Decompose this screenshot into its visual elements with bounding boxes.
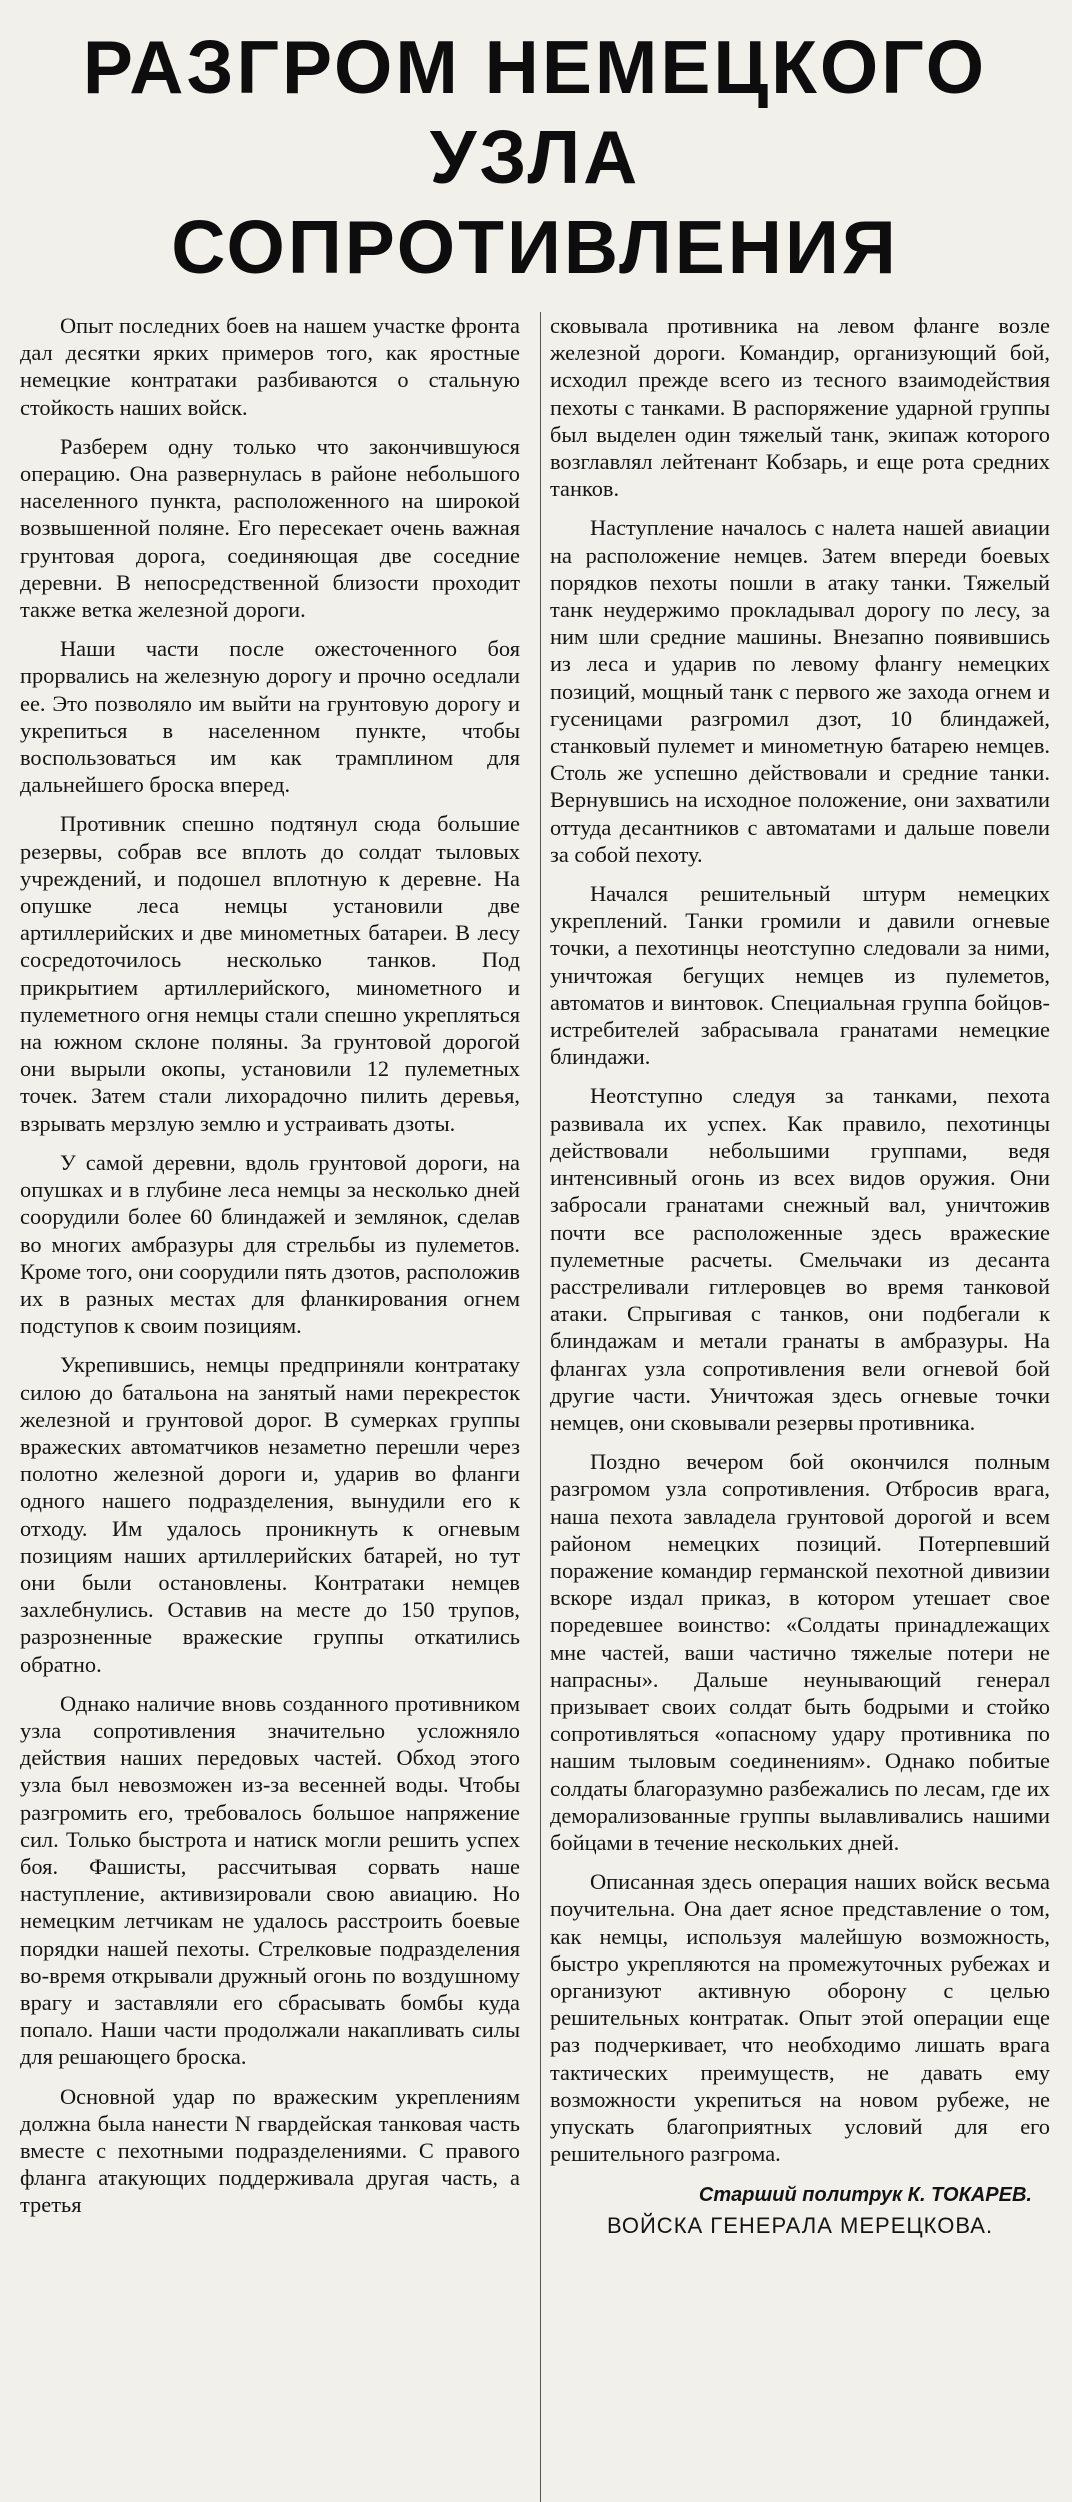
column-divider <box>540 312 541 2502</box>
headline-line-2: СОПРОТИВЛЕНИЯ <box>171 205 899 289</box>
article-body <box>20 312 1050 2243</box>
paragraph: Противник спешно подтянул сюда большие резервы, собрав все вплоть до солдат тыловых учреждений, и подошел вплотную к деревне. На опушке леса немцы установили две артиллерийских и две минометных батареи. В лесу сосредоточилось несколько танков. Под прикрытием артиллерийского, минометного и пулеметного огня немцы стали спешно укрепляться на южном склоне поляны. За грунтовой дорогой они вырыли окопы, установили 12 пулеметных точек. Затем стали лихорадочно пилить деревья, взрывать мерзлую землю и устраивать дзоты. <box>20 811 520 1136</box>
paragraph: Укрепившись, немцы предприняли контратаку силою до батальона на занятый нами перекресток железной и грунтовой дорог. В сумерках группы вражеских автоматчиков незаметно перешли через полотно железной дороги и, ударив во фланги одного нашего подразделения, вынудили его к отходу. Им удалось проникнуть к огневым позициям наших артиллерийских батарей, но тут они были остановлены. Контратаки немцев захлебнулись. Оставив на месте до 150 трупов, разрозненные вражеские группы откатились обратно. <box>20 1352 520 1677</box>
paragraph: Опыт последних боев на нашем участке фронта дал десятки ярких примеров того, как яростные немецкие контратаки разбиваются о стальную стойкость наших войск. <box>20 313 520 420</box>
author-unit: ВОЙСКА ГЕНЕРАЛА МЕРЕЦКОВА. <box>606 2213 994 2239</box>
right-column <box>550 312 1050 2243</box>
paragraph: Разберем одну только что закончившуюся операцию. Она развернулась в районе небольшого населенного пункта, расположенного на широкой возвышенной поляне. Его пересекает очень важная грунтовая дорога, соединяющая две соседние деревни. В непосредственной близости проходит также ветка железной дороги. <box>20 433 520 623</box>
paragraph: Поздно вечером бой окончился полным разгромом узла сопротивления. Отбросив врага, наша пехота завладела грунтовой дорогой и всем районом немецких позиций. Потерпевший поражение командир германской пехотной дивизии вскоре издал приказ, в котором утешает свое поредевшее воинство: «Солдаты принадлежащих мне частей, ваши частично тяжелые потери не напрасны». Дальше неунывающий генерал призывает своих солдат быть бодрыми и стойко сопротивляться «опасному удару противника по нашим тыловым соединениям». Однако побитые солдаты благоразумно разбежались по лесам, где их деморализованные группы вылавливались нашими бойцами в течение нескольких дней. <box>550 1449 1050 1855</box>
paragraph: Наши части после ожесточенного боя прорвались на железную дорогу и прочно оседлали ее. Это позволяло им выйти на грунтовую дорогу и укрепиться в населенном пункте, чтобы воспользоваться им как трамплином для дальнейшего броска вперед. <box>20 636 520 798</box>
paragraph: Основной удар по вражеским укреплениям должна была нанести N гвардейская танковая часть вместе с пехотными подразделениями. С правого фланга атакующих поддерживала другая часть, а третья <box>20 2083 520 2218</box>
paragraph: Описанная здесь операция наших войск весьма поучительна. Она дает ясное представление о том, как немцы, используя малейшую возможность, быстро укрепляются на промежуточных рубежах и организуют активную оборону с целью решительных контратак. Опыт этой операции еще раз подчеркивает, что необходимо лишать врага тактических преимуществ, не давать ему возможности укрепиться на новом рубеже, не упускать благоприятных условий для его решительного разгрома. <box>550 1869 1050 2167</box>
paragraph: У самой деревни, вдоль грунтовой дороги, на опушках и в глубине леса немцы за несколько дней соорудили более 60 блиндажей и землянок, сделав во многих амбразуры для стрельбы из пулеметов. Кроме того, они соорудили пять дзотов, расположив их в разных местах для фланкирования огнем подступов к своим позициям. <box>20 1149 520 1339</box>
author-name: Старший политрук К. ТОКАРЕВ. <box>698 2184 1032 2207</box>
left-column <box>20 312 520 2243</box>
paragraph: Неотступно следуя за танками, пехота развивала их успех. Как правило, пехотинцы действовали небольшими группами, ведя интенсивный огонь из всех видов оружия. Они забросали гранатами снежный вал, уничтожив почти все расположенные здесь вражеские пулеметные расчеты. Смельчаки из десанта расстреливали гитлеровцев во время танковой атаки. Спрыгивая с танков, они подбегали к блиндажам и метали гранаты в амбразуры. На флангах узла сопротивления вели огневой бой другие части. Уничтожая здесь огневые точки немцев, они сковывали резервы противника. <box>550 1083 1050 1435</box>
headline-line-1: РАЗГРОМ НЕМЕЦКОГО УЗЛА <box>82 25 988 199</box>
paragraph-continued: сковывала противника на левом фланге возле железной дороги. Командир, организующий бой, исходил прежде всего из тесного взаимодействия пехоты с танками. В распоряжение ударной группы был выделен один тяжелый танк, экипаж которого возглавлял лейтенант Кобзарь, и еще рота средних танков. <box>550 313 1050 502</box>
paragraph: Наступление началось с налета нашей авиации на расположение немцев. Затем впереди боевых порядков пехоты пошли в атаку танки. Тяжелый танк неудержимо прокладывал дорогу по лесу, за ним шли средние машины. Внезапно появившись из леса и ударив по левому флангу немецких позиций, мощный танк с первого же захода огнем и гусеницами разгромил дзот, 10 блиндажей, станковый пулемет и минометную батарею немцев. Столь же успешно действовали и средние танки. Вернувшись на исходное положение, они захватили оттуда десантников с автоматами и дальше повели за собой пехоту. <box>550 515 1050 867</box>
headline <box>20 22 1050 292</box>
paragraph: Начался решительный штурм немецких укреплений. Танки громили и давили огневые точки, а пехотинцы неотступно следовали за ними, уничтожая бегущих немцев из пулеметов, автоматов и винтовок. Специальная группа бойцов-истребителей забрасывала гранатами немецкие блиндажи. <box>550 881 1050 1070</box>
paragraph: Однако наличие вновь созданного противником узла сопротивления значительно усложняло действия наших передовых частей. Обход этого узла был невозможен из-за весенней воды. Чтобы разгромить его, требовалось большое напряжение сил. Только быстрота и натиск могли решить успех боя. Фашисты, рассчитывая сорвать наше наступление, активизировали свою авиацию. Но немецким летчикам не удалось расстроить боевые порядки нашей пехоты. Стрелковые подразделения во-время открывали дружный огонь по воздушному врагу и заставляли его сбрасывать бомбы куда попало. Наши части продолжали накапливать силы для решающего броска. <box>20 1690 520 2070</box>
byline <box>550 2181 1050 2243</box>
